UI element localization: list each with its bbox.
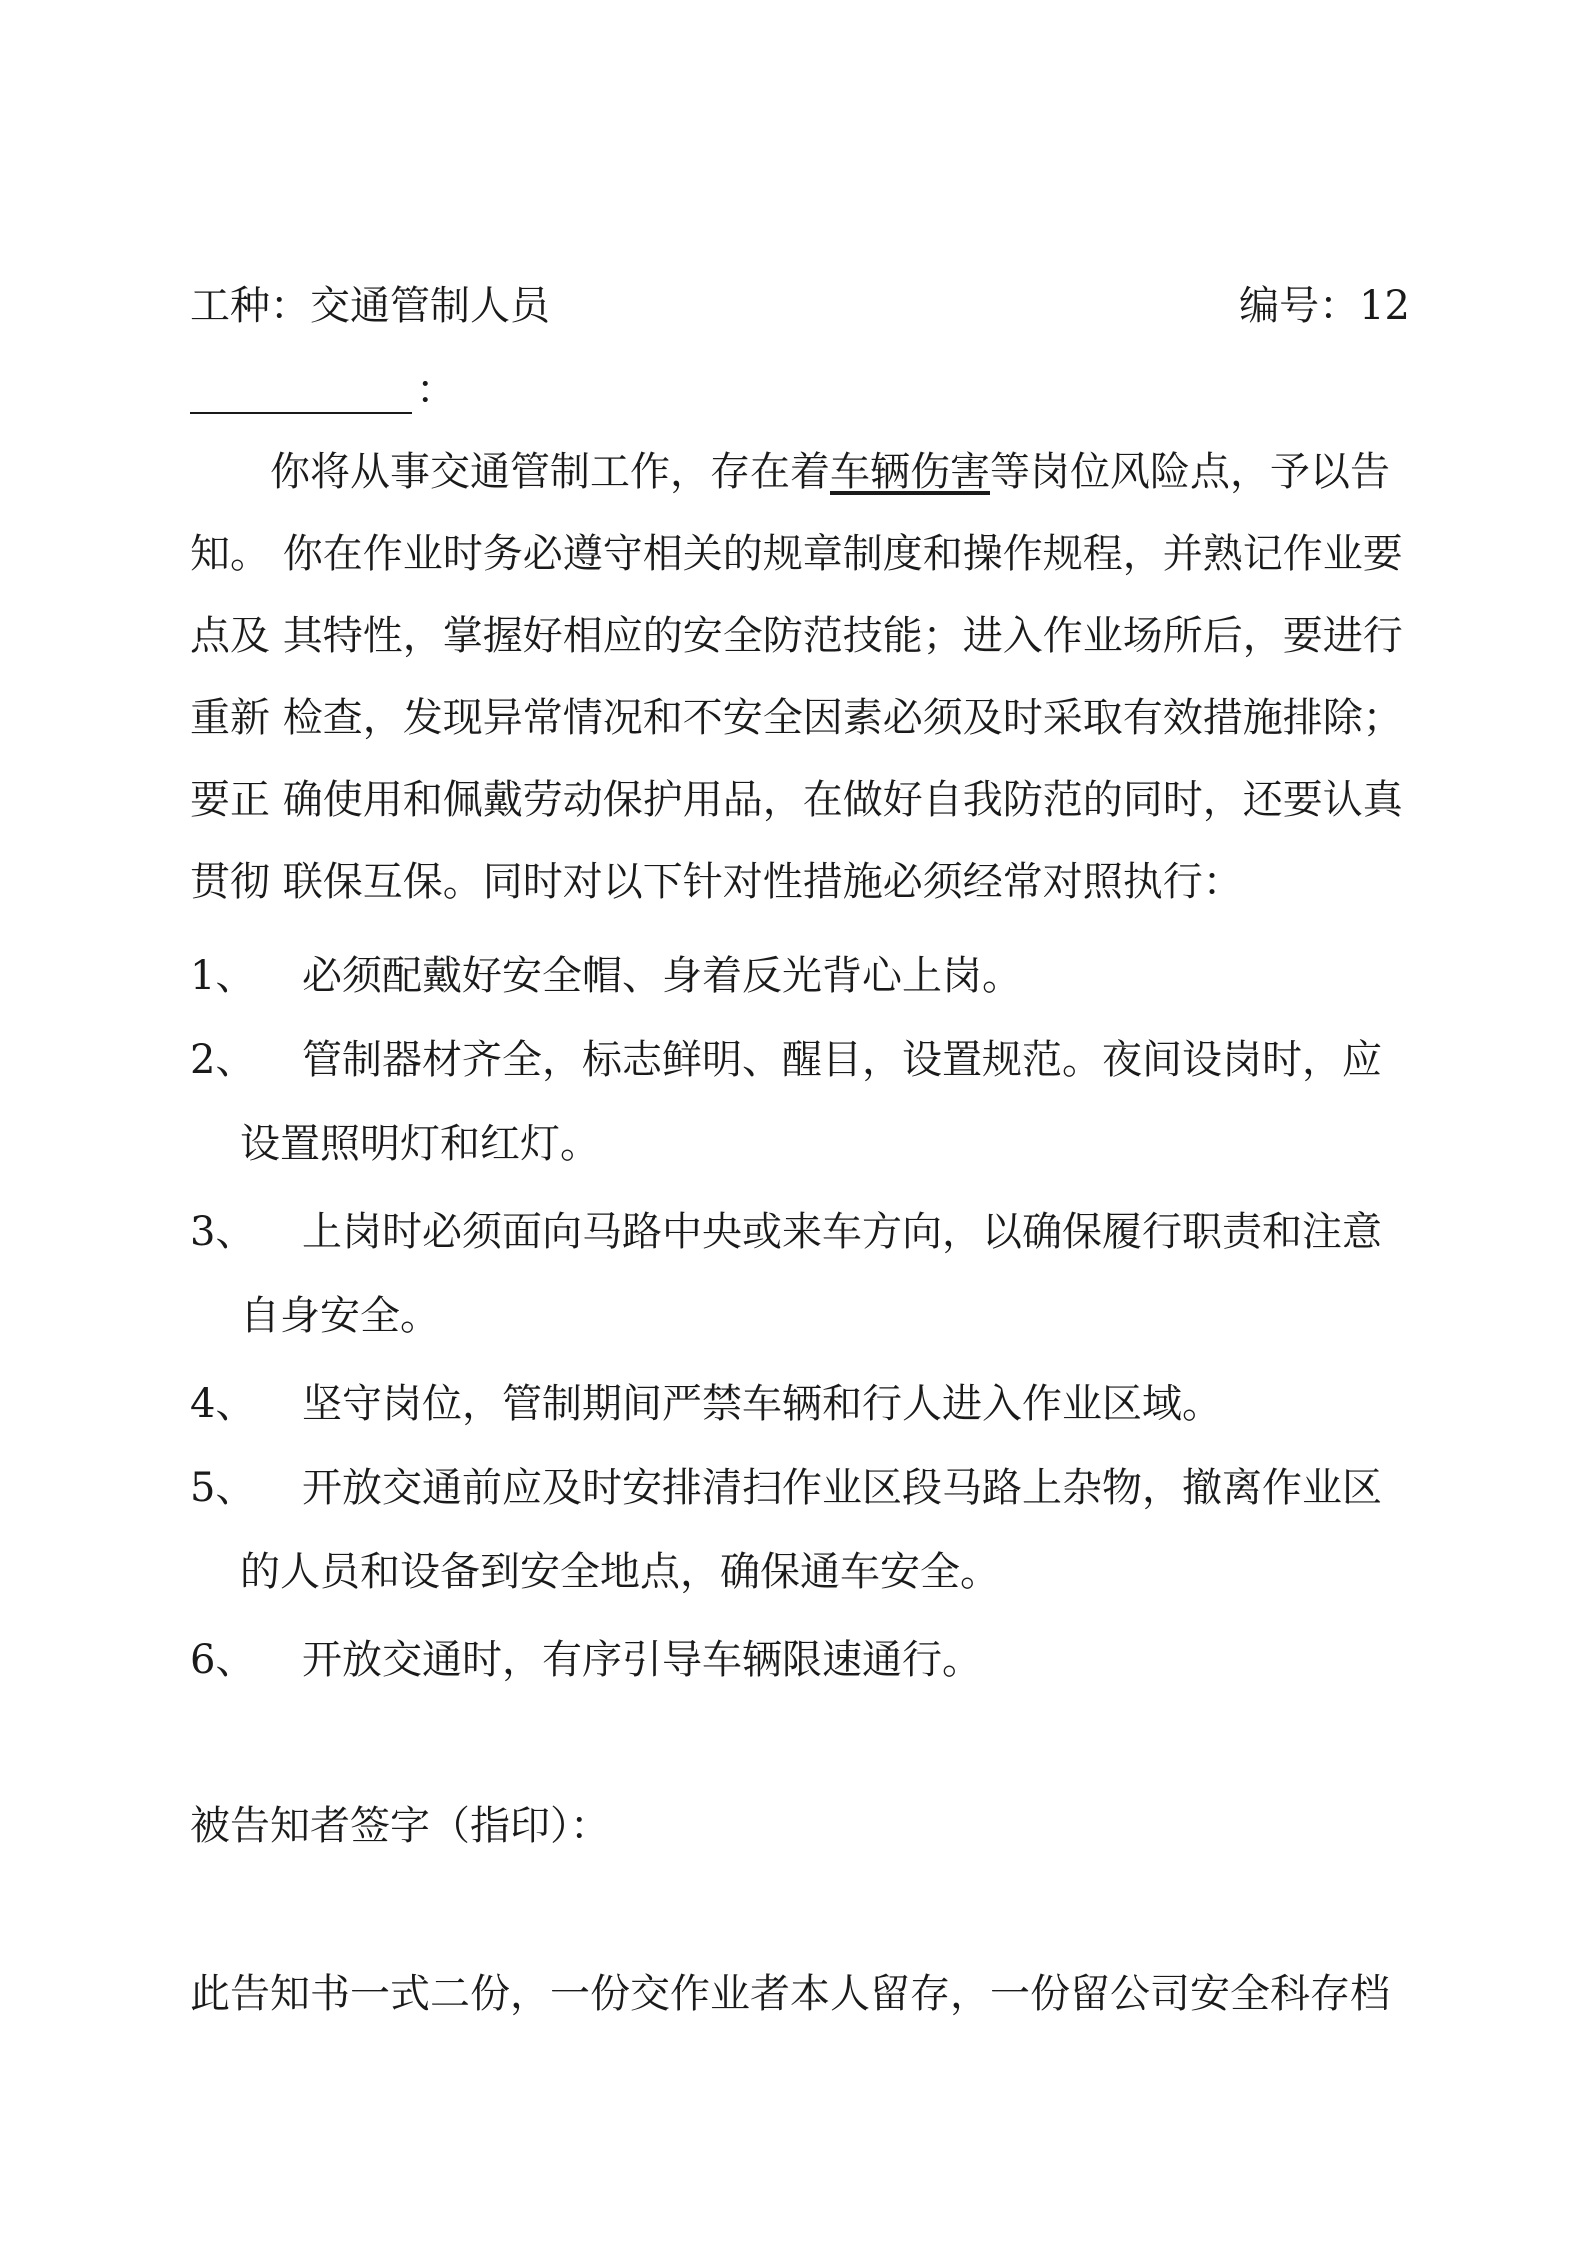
- intro-line-6: 贯彻 联保互保。同时对以下针对性措施必须经常对照执行：: [190, 859, 1243, 905]
- item-number: 6、: [190, 1637, 256, 1683]
- list-item-continuation: 自身安全。: [240, 1293, 440, 1339]
- intro-line-3: 点及 其特性，掌握好相应的安全防范技能；进入作业场所后，要进行: [190, 613, 1403, 659]
- item-number: 5、: [190, 1465, 256, 1511]
- addressee-line: [190, 366, 456, 414]
- list-item-continuation: 设置照明灯和红灯。: [240, 1121, 600, 1167]
- signature-label: 被告知者签字（指印）：: [190, 1803, 610, 1849]
- item-number: 4、: [190, 1381, 256, 1427]
- footer-note: 此告知书一式二份，一份交作业者本人留存，一份留公司安全科存档: [190, 1971, 1390, 2017]
- job-type: 工种：交通管制人员: [190, 283, 550, 329]
- item-number: 2、: [190, 1037, 256, 1083]
- list-item-continuation: 的人员和设备到安全地点，确保通车安全。: [240, 1549, 1000, 1595]
- intro-line-4: 重新 检查，发现异常情况和不安全因素必须及时采取有效措施排除；: [190, 695, 1403, 741]
- intro-line-5: 要正 确使用和佩戴劳动保护用品，在做好自我防范的同时，还要认真: [190, 777, 1403, 823]
- list-item: 上岗时必须面向马路中央或来车方向，以确保履行职责和注意: [302, 1209, 1382, 1255]
- addressee-blank: [190, 372, 412, 414]
- risk-term: 车辆伤害: [830, 449, 990, 495]
- intro-line-2: 知。 你在作业时务必遵守相关的规章制度和操作规程，并熟记作业要: [190, 531, 1403, 577]
- list-item: 必须配戴好安全帽、身着反光背心上岗。: [302, 953, 1022, 999]
- addressee-colon: ：: [416, 367, 456, 413]
- item-number: 1、: [190, 953, 256, 999]
- list-item: 管制器材齐全，标志鲜明、醒目，设置规范。夜间设岗时，应: [302, 1037, 1382, 1083]
- list-item: 坚守岗位，管制期间严禁车辆和行人进入作业区域。: [302, 1381, 1222, 1427]
- document-number: 编号：12: [1239, 283, 1410, 329]
- intro-line-1: 你将从事交通管制工作，存在着车辆伤害等岗位风险点，予以告: [270, 449, 1390, 495]
- list-item: 开放交通前应及时安排清扫作业区段马路上杂物，撤离作业区: [302, 1465, 1382, 1511]
- item-number: 3、: [190, 1209, 256, 1255]
- list-item: 开放交通时，有序引导车辆限速通行。: [302, 1637, 982, 1683]
